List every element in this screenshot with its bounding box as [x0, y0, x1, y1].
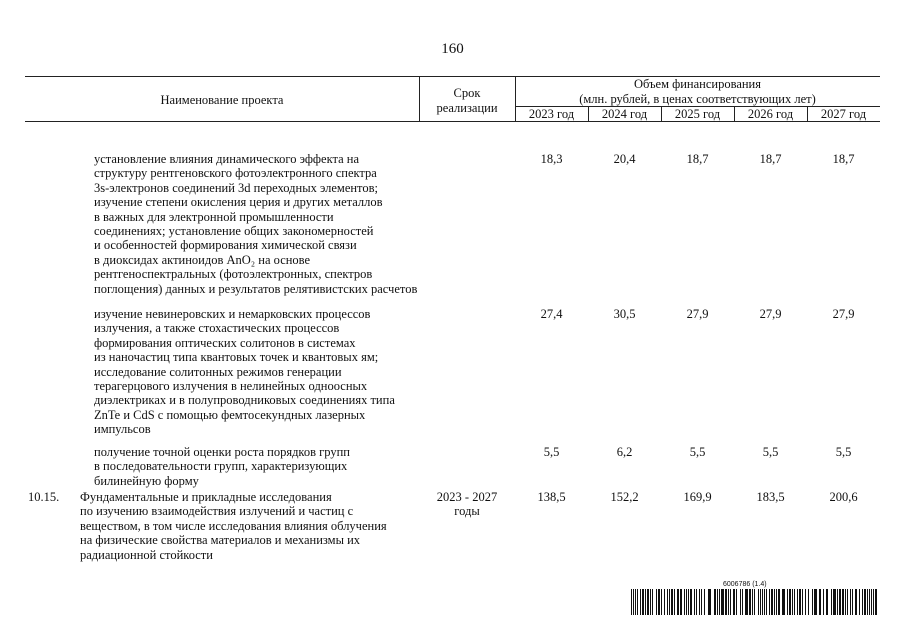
- barcode-bar: [714, 589, 716, 615]
- barcode-image: [631, 589, 879, 615]
- barcode-bar: [674, 589, 675, 615]
- year-2023: 2023 год: [528, 107, 575, 121]
- barcode-bar: [686, 589, 687, 615]
- barcode-bar: [819, 589, 821, 615]
- barcode-bar: [799, 589, 801, 615]
- barcode-bar: [642, 589, 644, 615]
- row-4-description: Фундаментальные и прикладные исследования по изучению взаимодействия излучений и частиц с веществом, в том числе исследования влияния облучения на физические свойства материалов и механизмы их радиационной стойкости: [80, 490, 387, 562]
- page-number: 160: [441, 41, 464, 57]
- barcode-bar: [862, 589, 863, 615]
- barcode-bar: [762, 589, 763, 615]
- barcode-bar: [647, 589, 649, 615]
- barcode-bar: [787, 589, 788, 615]
- barcode-bar: [749, 589, 751, 615]
- barcode-bar: [680, 589, 682, 615]
- row-3-description: получение точной оценки роста порядков групп в последовательности групп, характеризующих билинейную форму: [94, 445, 350, 488]
- barcode-bar: [661, 589, 662, 615]
- row-2-description: изучение невинеровских и немарковских процессов излучения, а также стохастических процессов формирования оптических солитонов в системах из наночастиц типа квантовых точек и квантовых ям; исследование солитонных режимов генерации терагерцового излучения в нелинейных одноосных диэлектриках и в полупроводниковых соединениях типа ZnTe и CdS с помощью фемтосекундных лазерных импульсов: [94, 307, 395, 437]
- barcode-label: 6006786 (1.4): [723, 581, 767, 588]
- barcode-bar: [774, 589, 775, 615]
- row-2-value-2027: 27,9: [832, 307, 855, 321]
- barcode-bar: [789, 589, 791, 615]
- row-3-value-2024: 6,2: [616, 445, 633, 459]
- barcode-bar: [740, 589, 741, 615]
- row-1-value-2027: 18,7: [832, 152, 855, 166]
- row-4-value-2026: 183,5: [756, 490, 785, 504]
- barcode-bar: [808, 589, 809, 615]
- barcode-bar: [656, 589, 657, 615]
- barcode-bar: [669, 589, 670, 615]
- barcode-bar: [719, 589, 720, 615]
- barcode-bar: [814, 589, 817, 615]
- barcode-bar: [852, 589, 853, 615]
- year-2027: 2027 год: [820, 107, 867, 121]
- barcode-bar: [778, 589, 780, 615]
- barcode-bar: [704, 589, 705, 615]
- barcode-bar: [823, 589, 824, 615]
- barcode-bar: [875, 589, 877, 615]
- row-3-value-2025: 5,5: [689, 445, 706, 459]
- barcode-bar: [708, 589, 711, 615]
- row-4-value-2024: 152,2: [610, 490, 639, 504]
- barcode-bar: [792, 589, 793, 615]
- row-4-number: 10.15.: [28, 490, 60, 504]
- header-term: Срок реализации: [436, 86, 498, 115]
- barcode-bar: [805, 589, 806, 615]
- barcode-bar: [831, 589, 832, 615]
- barcode-bar: [699, 589, 700, 615]
- barcode-bar: [802, 589, 803, 615]
- barcode-bar: [752, 589, 753, 615]
- row-3-value-2023: 5,5: [543, 445, 560, 459]
- year-2024: 2024 год: [601, 107, 648, 121]
- barcode-bar: [694, 589, 695, 615]
- row-1-value-2024: 20,4: [613, 152, 636, 166]
- row-4-value-2027: 200,6: [829, 490, 858, 504]
- barcode-bar: [684, 589, 685, 615]
- barcode-bar: [771, 589, 773, 615]
- barcode-bar: [671, 589, 673, 615]
- row-2-value-2026: 27,9: [759, 307, 782, 321]
- barcode-bar: [758, 589, 759, 615]
- barcode-bar: [701, 589, 702, 615]
- barcode-bar: [725, 589, 727, 615]
- barcode-bar: [776, 589, 777, 615]
- barcode-bar: [769, 589, 770, 615]
- barcode-bar: [645, 589, 646, 615]
- row-1-value-2026: 18,7: [759, 152, 782, 166]
- barcode-bar: [760, 589, 761, 615]
- barcode-bar: [871, 589, 872, 615]
- row-1-value-2023: 18,3: [540, 152, 563, 166]
- barcode-bar: [782, 589, 785, 615]
- row-3-value-2026: 5,5: [762, 445, 779, 459]
- year-2025: 2025 год: [674, 107, 721, 121]
- barcode-bar: [797, 589, 798, 615]
- barcode-bar: [696, 589, 697, 615]
- barcode-bar: [728, 589, 729, 615]
- barcode-bar: [721, 589, 724, 615]
- row-2-value-2023: 27,4: [540, 307, 563, 321]
- barcode-bar: [635, 589, 636, 615]
- row-2-value-2024: 30,5: [613, 307, 636, 321]
- row-1-value-2025: 18,7: [686, 152, 709, 166]
- barcode-bar: [869, 589, 870, 615]
- barcode-bar: [754, 589, 755, 615]
- barcode-bar: [794, 589, 795, 615]
- barcode-bar: [664, 589, 665, 615]
- barcode-bar: [652, 589, 653, 615]
- barcode-bar: [637, 589, 638, 615]
- barcode-bar: [842, 589, 844, 615]
- barcode-bar: [859, 589, 860, 615]
- barcode-bar: [845, 589, 846, 615]
- year-2026: 2026 год: [747, 107, 794, 121]
- row-3-value-2027: 5,5: [835, 445, 852, 459]
- barcode-bar: [730, 589, 731, 615]
- barcode-bar: [826, 589, 828, 615]
- barcode-bar: [847, 589, 848, 615]
- barcode-bar: [864, 589, 866, 615]
- barcode-bar: [855, 589, 857, 615]
- barcode-bar: [812, 589, 813, 615]
- barcode-bar: [658, 589, 660, 615]
- barcode-bar: [867, 589, 868, 615]
- header-funding: Объем финансирования (млн. рублей, в ценах соответствующих лет): [579, 77, 816, 106]
- row-4-value-2023: 138,5: [537, 490, 566, 504]
- barcode-bar: [733, 589, 735, 615]
- barcode-bar: [766, 589, 767, 615]
- barcode-bar: [667, 589, 668, 615]
- row-4-term: 2023 - 2027 годы: [436, 490, 498, 519]
- barcode-bar: [837, 589, 838, 615]
- barcode-bar: [717, 589, 718, 615]
- barcode-bar: [839, 589, 841, 615]
- barcode-bar: [690, 589, 692, 615]
- header-bottom-border: [25, 121, 880, 122]
- barcode-bar: [688, 589, 689, 615]
- barcode-bar: [764, 589, 765, 615]
- row-1-description: установление влияния динамического эффекта на структуру рентгеновского фотоэлектронного спектра 3s-электронов соединений 3d переходных элементов; изучение степени окисления церия и других металлов в важных для электронной промышленности соединениях; установление общих закономерностей и особенностей формирования химической связи в диоксидах актиноидов AnO₂ на основе рентгеноспектральных (фотоэлектронных, спектров поглощения) данных и результатов релятивистских расчетов: [94, 152, 418, 296]
- barcode-bar: [850, 589, 851, 615]
- row-4-value-2025: 169,9: [683, 490, 712, 504]
- barcode-bar: [745, 589, 748, 615]
- row-2-value-2025: 27,9: [686, 307, 709, 321]
- barcode-bar: [633, 589, 634, 615]
- barcode-bar: [873, 589, 874, 615]
- barcode-bar: [631, 589, 632, 615]
- barcode-bar: [650, 589, 651, 615]
- barcode-bar: [742, 589, 743, 615]
- header-project-name: Наименование проекта: [160, 93, 284, 107]
- barcode-bar: [677, 589, 679, 615]
- barcode-bar: [833, 589, 836, 615]
- barcode-bar: [640, 589, 641, 615]
- barcode-bar: [736, 589, 737, 615]
